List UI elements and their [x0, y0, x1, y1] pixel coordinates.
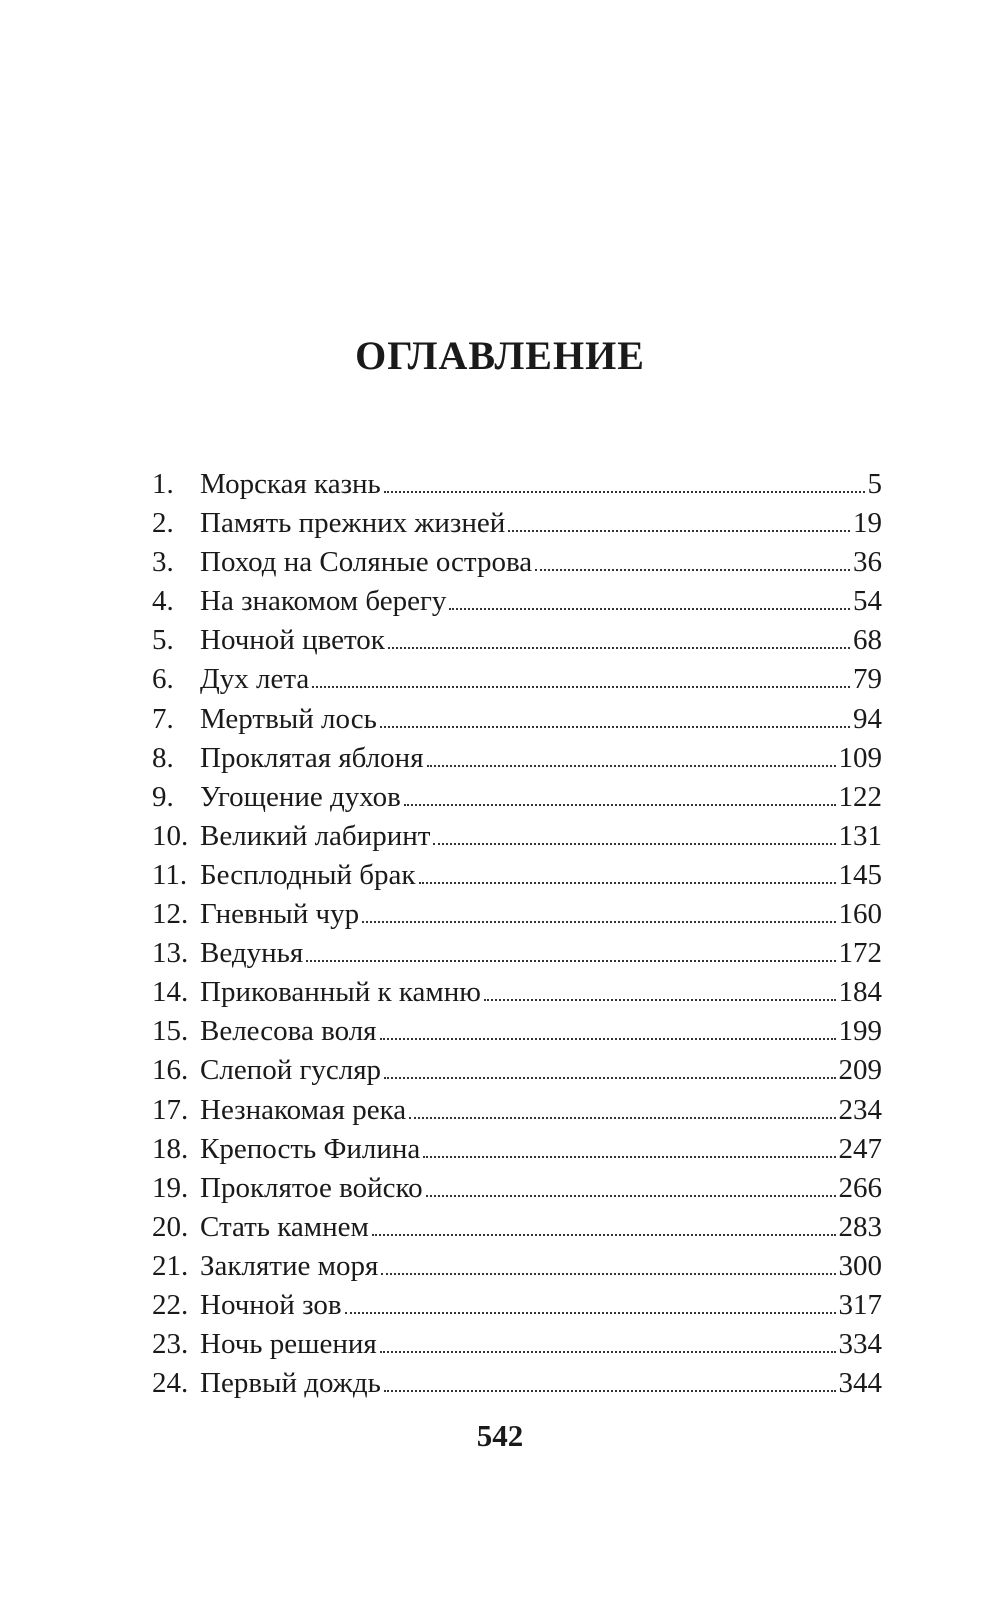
toc-entry-number: 24. [152, 1367, 189, 1400]
toc-entry-title: Слепой гусляр [200, 1054, 382, 1087]
toc-entry-number: 7. [152, 702, 174, 735]
toc-entry-page: 300 [838, 1249, 882, 1282]
toc-entry-title: На знакомом берегу [200, 585, 447, 618]
dot-leader [433, 843, 835, 845]
toc-entry-page: 234 [838, 1093, 882, 1126]
toc-entry-page: 68 [853, 624, 882, 657]
toc-entry-title: Прикованный к камню [200, 976, 481, 1009]
toc-entry-title: Дух лета [200, 663, 310, 696]
toc-entry-number: 5. [152, 624, 174, 657]
toc-entry-number: 21. [152, 1249, 189, 1282]
toc-entry [152, 543, 882, 582]
toc-entry [152, 1051, 882, 1090]
toc-entry-title: Угощение духов [200, 780, 401, 813]
dot-leader [384, 491, 865, 493]
page-title: ОГЛАВЛЕНИЕ [355, 333, 645, 378]
toc-entry-number: 2. [152, 507, 174, 540]
toc-entry [152, 1208, 882, 1247]
toc-entry-title: Морская казнь [200, 468, 381, 500]
toc-entry-number: 16. [152, 1054, 189, 1087]
toc-entry-page: 5 [867, 468, 882, 500]
toc-entry-page: 317 [838, 1288, 882, 1321]
toc-entry [152, 621, 882, 660]
toc-entry-number: 3. [152, 546, 174, 579]
toc-entry-number: 23. [152, 1328, 189, 1361]
toc-entry [152, 660, 882, 699]
toc-entry [152, 973, 882, 1012]
table-of-contents [152, 465, 882, 1403]
toc-entry-page: 36 [853, 546, 882, 579]
toc-entry-title: Первый дождь [200, 1367, 381, 1400]
dot-leader [423, 1156, 835, 1158]
dot-leader [362, 921, 835, 923]
toc-entry-page: 344 [838, 1367, 882, 1400]
toc-entry-number: 13. [152, 937, 189, 970]
toc-entry-number: 18. [152, 1132, 189, 1165]
toc-entry-page: 54 [853, 585, 882, 618]
toc-entry-page: 94 [853, 702, 882, 735]
toc-entry [152, 465, 882, 504]
page-number: 542 [476, 1418, 524, 1453]
toc-entry-title: Память прежних жизней [200, 507, 506, 540]
toc-entry-title: Стать камнем [200, 1210, 369, 1243]
toc-entry-number: 17. [152, 1093, 189, 1126]
dot-leader [380, 1038, 836, 1040]
toc-entry-page: 79 [853, 663, 882, 696]
toc-entry [152, 1286, 882, 1325]
toc-entry-page: 19 [853, 507, 882, 540]
toc-entry-number: 11. [152, 858, 188, 891]
toc-entry [152, 895, 882, 934]
toc-entry-page: 334 [838, 1328, 882, 1361]
toc-entry [152, 1325, 882, 1364]
toc-entry-number: 8. [152, 741, 174, 774]
dot-leader [427, 765, 836, 767]
toc-entry [152, 739, 882, 778]
toc-entry-title: Крепость Филина [200, 1132, 421, 1165]
dot-leader [426, 1195, 836, 1197]
dot-leader [345, 1312, 836, 1314]
toc-entry [152, 700, 882, 739]
toc-entry-number: 22. [152, 1288, 189, 1321]
toc-entry-title: Гневный чур [200, 898, 360, 931]
dot-leader [449, 608, 850, 610]
dot-leader [380, 726, 850, 728]
toc-entry-number: 6. [152, 663, 174, 696]
toc-entry-title: Великий лабиринт [200, 819, 431, 852]
toc-entry-page: 122 [838, 780, 882, 813]
toc-entry-number: 10. [152, 819, 189, 852]
toc-entry-title: Ведунья [200, 937, 304, 970]
toc-entry-title: Поход на Соляные острова [200, 546, 533, 579]
toc-entry-number: 4. [152, 585, 174, 618]
toc-entry-title: Незнакомая река [200, 1093, 407, 1126]
toc-entry [152, 504, 882, 543]
toc-entry [152, 582, 882, 621]
toc-entry-title: Велесова воля [200, 1015, 377, 1048]
toc-entry-page: 131 [838, 819, 882, 852]
toc-entry-page: 247 [838, 1132, 882, 1165]
toc-entry-title: Ночь решения [200, 1328, 377, 1361]
toc-entry-title: Мертвый лось [200, 702, 377, 735]
toc-entry [152, 934, 882, 973]
toc-entry-page: 266 [838, 1171, 882, 1204]
toc-entry-page: 145 [838, 858, 882, 891]
toc-entry [152, 1247, 882, 1286]
dot-leader [312, 686, 850, 688]
toc-entry-page: 109 [838, 741, 882, 774]
toc-entry [152, 1012, 882, 1051]
toc-entry-page: 209 [838, 1054, 882, 1087]
toc-entry [152, 1364, 882, 1403]
toc-entry-title: Ночной зов [200, 1288, 342, 1321]
dot-leader [384, 1077, 835, 1079]
toc-entry-title: Заклятие моря [200, 1249, 379, 1282]
toc-entry-page: 199 [838, 1015, 882, 1048]
dot-leader [372, 1234, 836, 1236]
toc-entry-page: 172 [838, 937, 882, 970]
toc-entry-title: Проклятая яблоня [200, 741, 424, 774]
toc-entry-title: Бесплодный брак [200, 858, 416, 891]
dot-leader [388, 647, 850, 649]
toc-entry-number: 12. [152, 898, 189, 931]
toc-entry-number: 9. [152, 780, 174, 813]
dot-leader [384, 1390, 836, 1392]
toc-entry-number: 14. [152, 976, 189, 1009]
dot-leader [419, 882, 836, 884]
toc-entry-number: 19. [152, 1171, 189, 1204]
toc-entry-title: Ночной цветок [200, 624, 385, 657]
dot-leader [306, 960, 835, 962]
dot-leader [484, 999, 836, 1001]
toc-entry-page: 160 [838, 898, 882, 931]
toc-entry-number: 1. [152, 468, 174, 500]
dot-leader [409, 1117, 835, 1119]
dot-leader [404, 804, 836, 806]
dot-leader [535, 569, 850, 571]
toc-entry [152, 1091, 882, 1130]
dot-leader [381, 1273, 835, 1275]
toc-entry [152, 778, 882, 817]
toc-entry-title: Проклятое войско [200, 1171, 423, 1204]
toc-entry [152, 1169, 882, 1208]
toc-entry [152, 856, 882, 895]
toc-entry-number: 20. [152, 1210, 189, 1243]
toc-entry [152, 817, 882, 856]
dot-leader [380, 1351, 836, 1353]
dot-leader [508, 530, 850, 532]
toc-entry-page: 283 [838, 1210, 882, 1243]
toc-entry-number: 15. [152, 1015, 189, 1048]
toc-entry-page: 184 [838, 976, 882, 1009]
toc-entry [152, 1130, 882, 1169]
